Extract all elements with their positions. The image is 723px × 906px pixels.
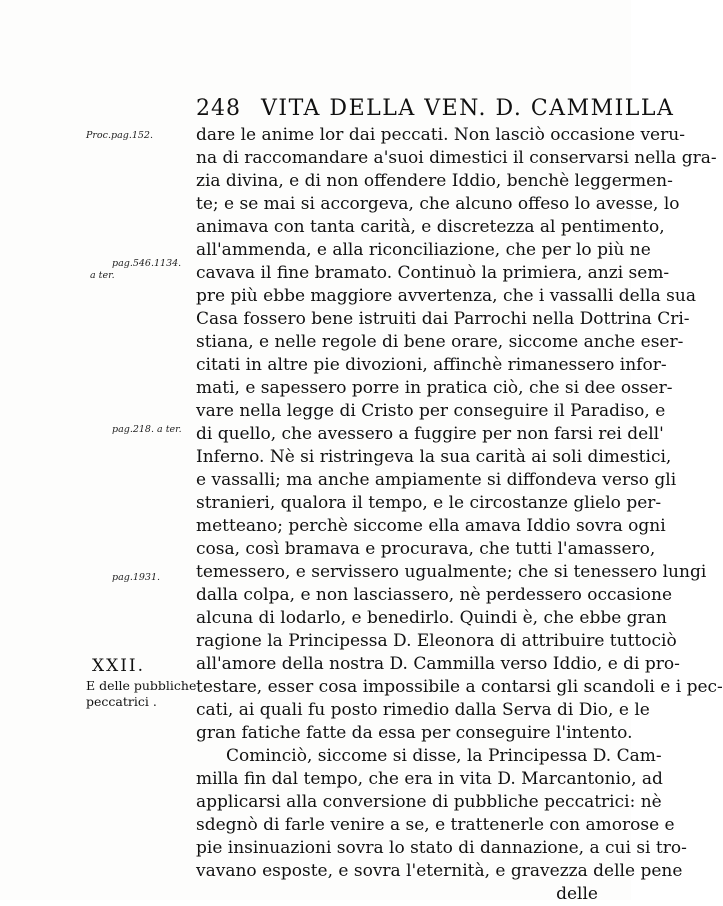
text-line: stranieri, qualora il tempo, e le circostanze glielo per-	[196, 493, 662, 513]
text-line: mati, e sapessero porre in pratica ciò, che si dee osser-	[196, 378, 673, 398]
text-line: Casa fossero bene istruiti dai Parrochi nella Dottrina Cri-	[196, 309, 690, 329]
text-line: pie insinuazioni sovra lo stato di dannazione, a cui si tro-	[196, 838, 687, 858]
text-line: te; e se mai si accorgeva, che alcuno offeso lo avesse, lo	[196, 194, 680, 214]
text-line: sdegnò di farle venire a se, e trattenerle con amorose e	[196, 815, 675, 835]
text-line: alcuna di lodarlo, e benedirlo. Quindi è, che ebbe gran	[196, 608, 667, 628]
margin-note-pag1931: pag.1931.	[112, 572, 161, 583]
running-header	[196, 96, 675, 121]
text-line: stiana, e nelle regole di bene orare, siccome anche eser-	[196, 332, 684, 352]
text-line: applicarsi alla conversione di pubbliche peccatrici: nè	[196, 792, 662, 812]
margin-note-a-ter: a ter.	[90, 270, 115, 281]
text-line: citati in altre pie divozioni, affinchè rimanessero infor-	[196, 355, 667, 375]
section-subtitle-line: E delle pubbliche	[86, 678, 197, 693]
text-line: all'amore della nostra D. Cammilla verso Iddio, e di pro-	[196, 654, 680, 674]
text-line: ragione la Principessa D. Eleonora di attribuire tuttociò	[196, 631, 677, 651]
text-line: vare nella legge di Cristo per conseguire il Paradiso, e	[196, 401, 666, 421]
text-line: testare, esser cosa impossibile a contarsi gli scandoli e i pec-	[196, 677, 723, 697]
text-line: pre più ebbe maggiore avvertenza, che i vassalli della sua	[196, 286, 696, 306]
running-title: VITA DELLA VEN. D. CAMMILLA	[261, 96, 675, 121]
text-line: all'ammenda, e alla riconciliazione, che per lo più ne	[196, 240, 651, 260]
text-line: Inferno. Nè si ristringeva la sua carità ai soli dimestici,	[196, 447, 672, 467]
text-line: zia divina, e di non offendere Iddio, benchè leggermen-	[196, 171, 673, 191]
text-line: temessero, e servissero ugualmente; che si tenessero lungi	[196, 562, 707, 582]
text-line: dalla colpa, e non lasciassero, nè perdessero occasione	[196, 585, 673, 605]
margin-note-pag218: pag.218. a ter.	[112, 424, 182, 435]
text-line: milla fin dal tempo, che era in vita D. Marcantonio, ad	[196, 769, 663, 789]
text-line: gran fatiche fatte da essa per conseguire l'intento.	[196, 723, 633, 743]
text-line: animava con tanta carità, e discretezza al pentimento,	[196, 217, 665, 237]
text-line: cavava il fine bramato. Continuò la primiera, anzi sem-	[196, 263, 670, 283]
text-line: cosa, così bramava e procurava, che tutti l'amassero,	[196, 539, 656, 559]
text-line: metteano; perchè siccome ella amava Iddio sovra ogni	[196, 516, 666, 536]
text-line: vavano esposte, e sovra l'eternità, e gravezza delle pene	[196, 861, 683, 881]
section-subtitle	[86, 678, 196, 710]
text-line: Cominciò, siccome si disse, la Principessa D. Cam-	[226, 746, 662, 766]
text-line: di quello, che avessero a fuggire per non farsi rei dell'	[196, 424, 664, 444]
margin-note-proc: Proc.pag.152.	[86, 130, 153, 141]
text-line: cati, ai quali fu posto rimedio dalla Serva di Dio, e le	[196, 700, 650, 720]
catchword: delle	[556, 884, 598, 904]
text-line: dare le anime lor dai peccati. Non lasciò occasione veru-	[196, 125, 685, 145]
margin-note-pag546: pag.546.1134.	[112, 258, 182, 269]
section-number: XXII.	[92, 656, 146, 676]
text-line: e vassalli; ma anche ampiamente si diffondeva verso gli	[196, 470, 677, 490]
page-number: 248	[196, 96, 241, 121]
body-text	[196, 124, 723, 906]
section-subtitle-line: peccatrici .	[86, 694, 157, 709]
text-line: na di raccomandare a'suoi dimestici il conservarsi nella gra-	[196, 148, 717, 168]
